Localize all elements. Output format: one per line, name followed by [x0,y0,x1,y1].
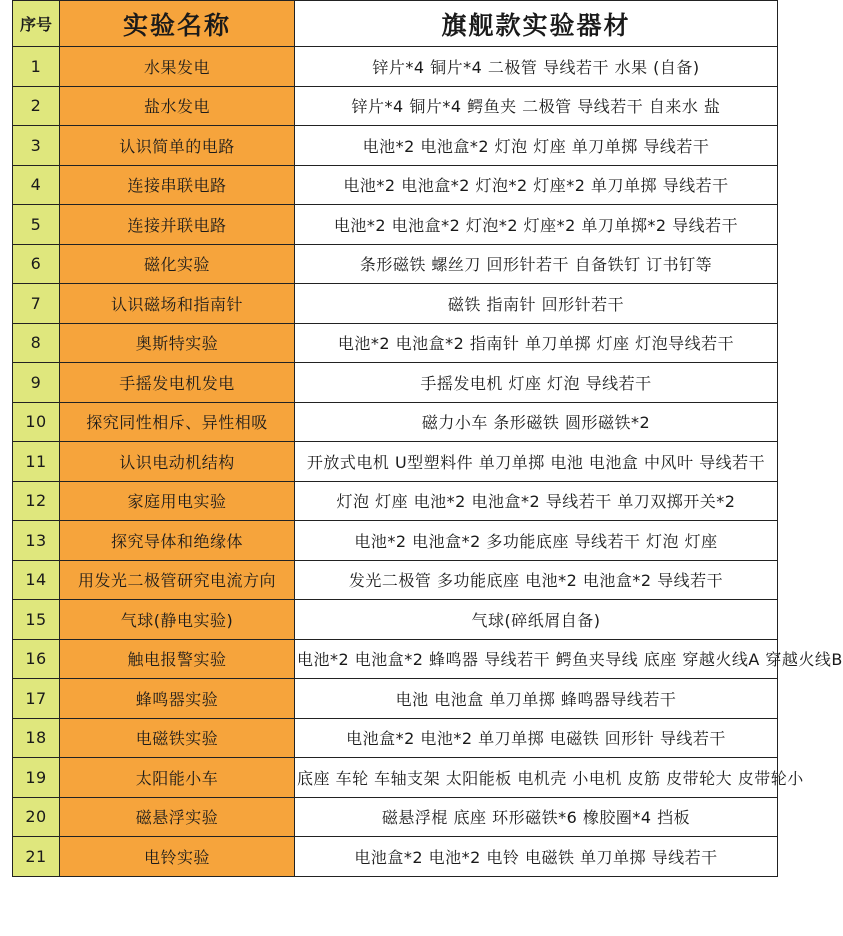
row-index: 17 [13,679,60,719]
experiment-name: 触电报警实验 [60,639,295,679]
table-row [13,165,778,205]
equipment-list: 条形磁铁 螺丝刀 回形针若干 自备铁钉 订书钉等 [295,244,778,284]
row-index: 1 [13,47,60,87]
experiment-name: 太阳能小车 [60,758,295,798]
equipment-list: 磁悬浮棍 底座 环形磁铁*6 橡胶圈*4 挡板 [295,797,778,837]
table-row [13,86,778,126]
table-row [13,442,778,482]
row-index: 10 [13,402,60,442]
table-row [13,560,778,600]
equipment-list: 磁力小车 条形磁铁 圆形磁铁*2 [295,402,778,442]
table-header [13,1,778,47]
equipment-list: 锌片*4 铜片*4 鳄鱼夹 二极管 导线若干 自来水 盐 [295,86,778,126]
experiment-name: 磁化实验 [60,244,295,284]
row-index: 2 [13,86,60,126]
table-row [13,47,778,87]
row-index: 9 [13,363,60,403]
row-index: 20 [13,797,60,837]
table-row [13,521,778,561]
row-index: 15 [13,600,60,640]
experiment-name: 认识电动机结构 [60,442,295,482]
table-row [13,481,778,521]
experiment-name: 水果发电 [60,47,295,87]
experiment-name: 手摇发电机发电 [60,363,295,403]
experiment-name: 连接并联电路 [60,205,295,245]
row-index: 19 [13,758,60,798]
experiment-name: 磁悬浮实验 [60,797,295,837]
equipment-list: 底座 车轮 车轴支架 太阳能板 电机壳 小电机 皮筋 皮带轮大 皮带轮小 [295,758,778,798]
equipment-list: 电池*2 电池盒*2 指南针 单刀单掷 灯座 灯泡导线若干 [295,323,778,363]
table-row [13,797,778,837]
equipment-list: 电池 电池盒 单刀单掷 蜂鸣器导线若干 [295,679,778,719]
row-index: 11 [13,442,60,482]
table-row [13,639,778,679]
equipment-list: 电池*2 电池盒*2 灯泡*2 灯座*2 单刀单掷 导线若干 [295,165,778,205]
row-index: 21 [13,837,60,877]
table-row [13,244,778,284]
row-index: 8 [13,323,60,363]
equipment-list: 气球(碎纸屑自备) [295,600,778,640]
experiment-name: 探究导体和绝缘体 [60,521,295,561]
equipment-list: 发光二极管 多功能底座 电池*2 电池盒*2 导线若干 [295,560,778,600]
row-index: 18 [13,718,60,758]
row-index: 12 [13,481,60,521]
equipment-list: 电池*2 电池盒*2 灯泡 灯座 单刀单掷 导线若干 [295,126,778,166]
table-row [13,718,778,758]
experiment-name: 用发光二极管研究电流方向 [60,560,295,600]
equipment-list: 手摇发电机 灯座 灯泡 导线若干 [295,363,778,403]
equipment-list: 电池盒*2 电池*2 单刀单掷 电磁铁 回形针 导线若干 [295,718,778,758]
equipment-list: 开放式电机 U型塑料件 单刀单掷 电池 电池盒 中风叶 导线若干 [295,442,778,482]
table-row [13,284,778,324]
header-index: 序号 [13,1,60,47]
table-row [13,837,778,877]
header-experiment-name: 实验名称 [60,1,295,47]
experiment-name: 认识磁场和指南针 [60,284,295,324]
table-row [13,600,778,640]
experiment-name: 电磁铁实验 [60,718,295,758]
experiment-name: 探究同性相斥、异性相吸 [60,402,295,442]
header-equipment: 旗舰款实验器材 [295,1,778,47]
table-body [13,47,843,877]
table-row [13,126,778,166]
experiment-name: 蜂鸣器实验 [60,679,295,719]
equipment-list: 磁铁 指南针 回形针若干 [295,284,778,324]
experiment-name: 盐水发电 [60,86,295,126]
experiment-name: 气球(静电实验) [60,600,295,640]
table-row [13,758,778,798]
experiment-name: 电铃实验 [60,837,295,877]
equipment-list: 锌片*4 铜片*4 二极管 导线若干 水果 (自备) [295,47,778,87]
header-row [13,1,778,47]
experiment-name: 连接串联电路 [60,165,295,205]
equipment-list: 电池*2 电池盒*2 灯泡*2 灯座*2 单刀单掷*2 导线若干 [295,205,778,245]
table-row [13,679,778,719]
equipment-list: 电池盒*2 电池*2 电铃 电磁铁 单刀单掷 导线若干 [295,837,778,877]
equipment-list: 电池*2 电池盒*2 蜂鸣器 导线若干 鳄鱼夹导线 底座 穿越火线A 穿越火线B [295,639,778,679]
equipment-list: 灯泡 灯座 电池*2 电池盒*2 导线若干 单刀双掷开关*2 [295,481,778,521]
row-index: 13 [13,521,60,561]
row-index: 16 [13,639,60,679]
experiment-name: 奥斯特实验 [60,323,295,363]
experiment-name: 认识简单的电路 [60,126,295,166]
row-index: 14 [13,560,60,600]
table-row [13,205,778,245]
row-index: 5 [13,205,60,245]
row-index: 3 [13,126,60,166]
equipment-list: 电池*2 电池盒*2 多功能底座 导线若干 灯泡 灯座 [295,521,778,561]
row-index: 4 [13,165,60,205]
experiment-name: 家庭用电实验 [60,481,295,521]
experiment-table [12,0,843,877]
row-index: 7 [13,284,60,324]
row-index: 6 [13,244,60,284]
table-row [13,323,778,363]
table-row [13,402,778,442]
table-row [13,363,778,403]
